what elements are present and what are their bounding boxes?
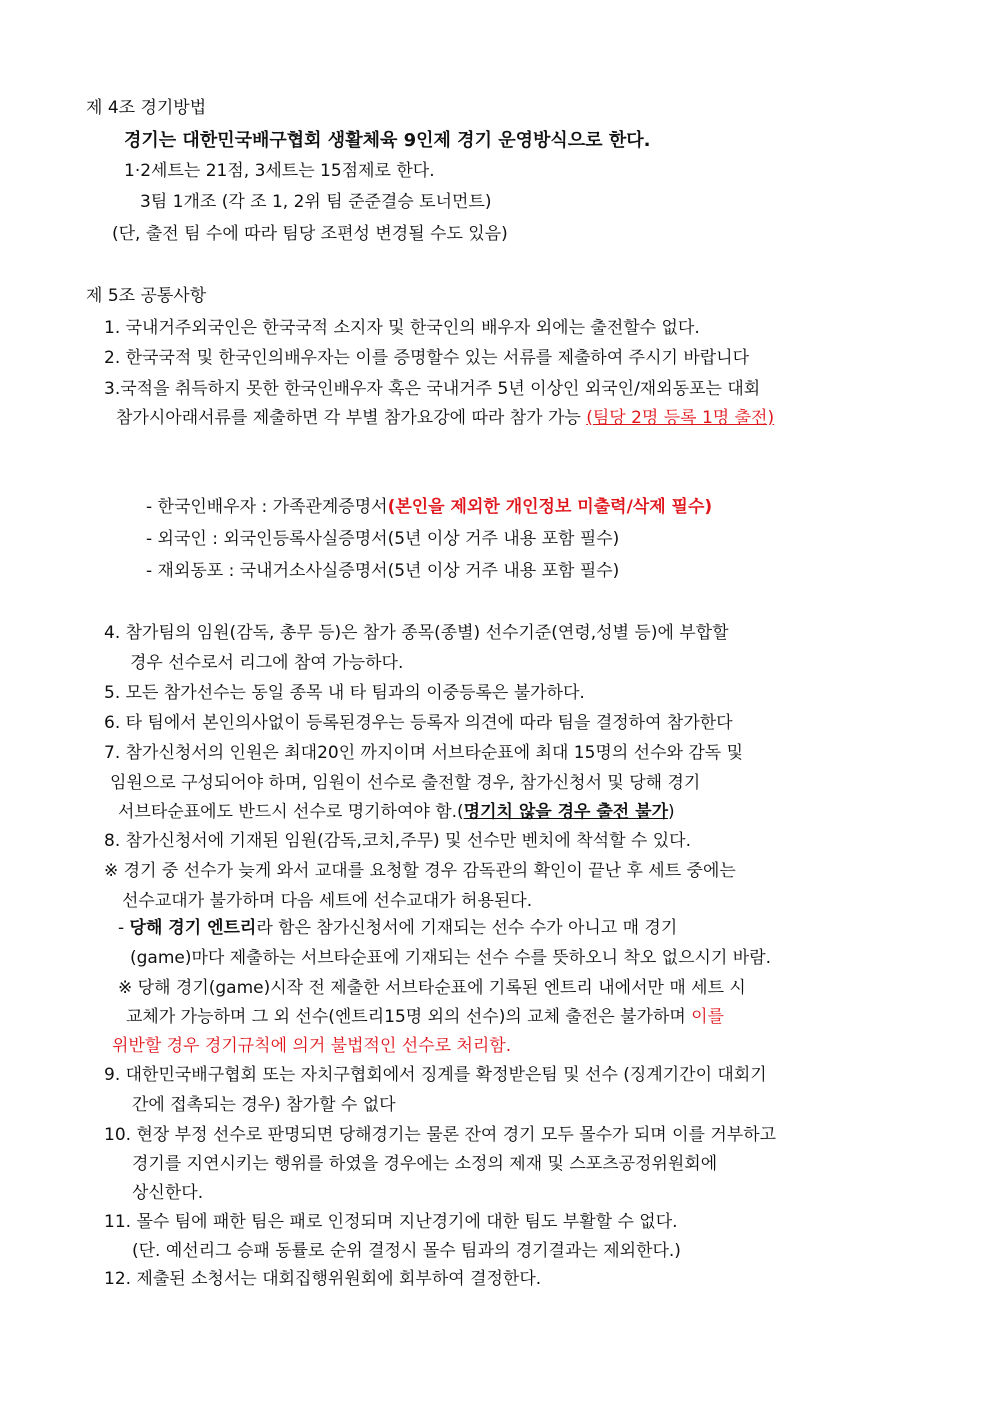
- item-3-line-2: [116, 407, 774, 429]
- item-10-line-3: 상신한다.: [132, 1183, 204, 1203]
- item-12: 12. 제출된 소청서는 대회집행위원회에 회부하여 결정한다.: [104, 1269, 542, 1289]
- note-1-line-1: ※ 경기 중 선수가 늦게 와서 교대를 요청할 경우 감독관의 확인이 끝난 후 세트 중에는: [104, 861, 736, 881]
- note-2-line-2: (game)마다 제출하는 서브타순표에 기재되는 선수 수를 뜻하오니 착오 없으시기 바람.: [130, 948, 772, 968]
- item-3-line-1: 3.국적을 취득하지 못한 한국인배우자 혹은 국내거주 5년 이상인 외국인/재외동포는 대회: [104, 379, 761, 399]
- item-3-highlight: (팀당 2명 등록 1명 출전): [586, 408, 775, 428]
- item-7-emphasis: 명기치 않을 경우 출전 불가: [463, 802, 668, 822]
- item-7-line-2: 임원으로 구성되어야 하며, 임원이 선수로 출전할 경우, 참가신청서 및 당해 경기: [110, 773, 701, 793]
- item-6: 6. 타 팀에서 본인의사없이 등록된경우는 등록자 의견에 따라 팀을 결정하여 참가한다: [104, 713, 733, 733]
- note-3-line-1: ※ 당해 경기(game)시작 전 제출한 서브타순표에 기록된 엔트리 내에서만 매 세트 시: [118, 978, 746, 998]
- note-3-warning: 위반할 경우 경기규칙에 의거 불법적인 선수로 처리함.: [112, 1036, 512, 1056]
- doc-foreigner-text: - 외국인 : 외국인등록사실증명서: [146, 529, 388, 549]
- article-4-line-3: 3팀 1개조 (각 조 1, 2위 팀 준준결승 토너먼트): [140, 192, 492, 212]
- item-10-line-1: 10. 현장 부정 선수로 판명되면 당해경기는 물론 잔여 경기 모두 몰수가 되며 이를 거부하고: [104, 1125, 777, 1145]
- doc-foreigner: [146, 528, 619, 550]
- item-9-line-2: 간에 접촉되는 경우) 참가할 수 없다: [132, 1095, 396, 1115]
- note-3-line-2: [126, 1006, 724, 1028]
- item-5: 5. 모든 참가선수는 동일 종목 내 타 팀과의 이중등록은 불가하다.: [104, 683, 585, 703]
- note-3-warning-start: 이를: [691, 1007, 725, 1027]
- note-2-text: 라 함은 참가신청서에 기재되는 선수 수가 아니고 매 경기: [256, 918, 678, 938]
- item-2: 2. 한국국적 및 한국인의배우자는 이를 증명할수 있는 서류를 제출하여 주시기 바랍니다: [104, 348, 750, 368]
- article-4-line-2: 1·2세트는 21점, 3세트는 15점제로 한다.: [124, 161, 435, 181]
- note-2-dash: -: [118, 918, 130, 938]
- item-4-line-2: 경우 선수로서 리그에 참여 가능하다.: [130, 653, 404, 673]
- doc-spouse: [146, 496, 712, 518]
- doc-spouse-note: (본인을 제외한 개인정보 미출력/삭제 필수): [387, 497, 713, 517]
- item-7-line-1: 7. 참가신청서의 인원은 최대20인 까지이며 서브타순표에 최대 15명의 선수와 감독 및: [104, 743, 744, 763]
- item-8: 8. 참가신청서에 기재된 임원(감독,코치,주무) 및 선수만 벤치에 착석할 수 있다.: [104, 831, 691, 851]
- note-1-line-2: 선수교대가 불가하며 다음 세트에 선수교대가 허용된다.: [122, 891, 533, 911]
- item-1: 1. 국내거주외국인은 한국국적 소지자 및 한국인의 배우자 외에는 출전할수 없다.: [104, 318, 700, 338]
- note-3-text: 교체가 가능하며 그 외 선수(엔트리15명 외의 선수)의 교체 출전은 불가하며: [126, 1007, 692, 1027]
- article-4-line-1: 경기는 대한민국배구협회 생활체육 9인제 경기 운영방식으로 한다.: [124, 130, 651, 151]
- note-2-term: 당해 경기 엔트리: [129, 918, 257, 938]
- item-3-text: 참가시아래서류를 제출하면 각 부별 참가요강에 따라 참가 가능: [116, 408, 587, 428]
- item-11-line-2: (단. 예선리그 승패 동률로 순위 결정시 몰수 팀과의 경기결과는 제외한다.): [132, 1241, 681, 1261]
- item-7-close: ): [668, 802, 675, 822]
- item-7-line-3: [118, 801, 675, 823]
- article-5-heading: 제 5조 공통사항: [86, 286, 207, 306]
- item-11-line-1: 11. 몰수 팀에 패한 팀은 패로 인정되며 지난경기에 대한 팀도 부활할 수 없다.: [104, 1212, 678, 1232]
- doc-overseas-text: - 재외동포 : 국내거소사실증명서: [146, 561, 388, 581]
- doc-overseas-note: (5년 이상 거주 내용 포함 필수): [387, 561, 620, 581]
- item-9-line-1: 9. 대한민국배구협회 또는 자치구협회에서 징계를 확정받은팀 및 선수 (징계기간이 대회기: [104, 1065, 767, 1085]
- doc-foreigner-note: (5년 이상 거주 내용 포함 필수): [387, 529, 620, 549]
- article-4-line-4: (단, 출전 팀 수에 따라 팀당 조편성 변경될 수도 있음): [112, 224, 508, 244]
- item-10-line-2: 경기를 지연시키는 행위를 하였을 경우에는 소정의 제재 및 스포츠공정위원회에: [132, 1154, 718, 1174]
- item-7-text: 서브타순표에도 반드시 선수로 명기하여야 함.(: [118, 802, 464, 822]
- doc-spouse-text: - 한국인배우자 : 가족관계증명서: [146, 497, 388, 517]
- article-4-heading: 제 4조 경기방법: [86, 98, 207, 118]
- doc-overseas: [146, 560, 619, 582]
- note-2-line-1: [118, 917, 677, 939]
- item-4-line-1: 4. 참가팀의 임원(감독, 총무 등)은 참가 종목(종별) 선수기준(연령,성별 등)에 부합할: [104, 623, 729, 643]
